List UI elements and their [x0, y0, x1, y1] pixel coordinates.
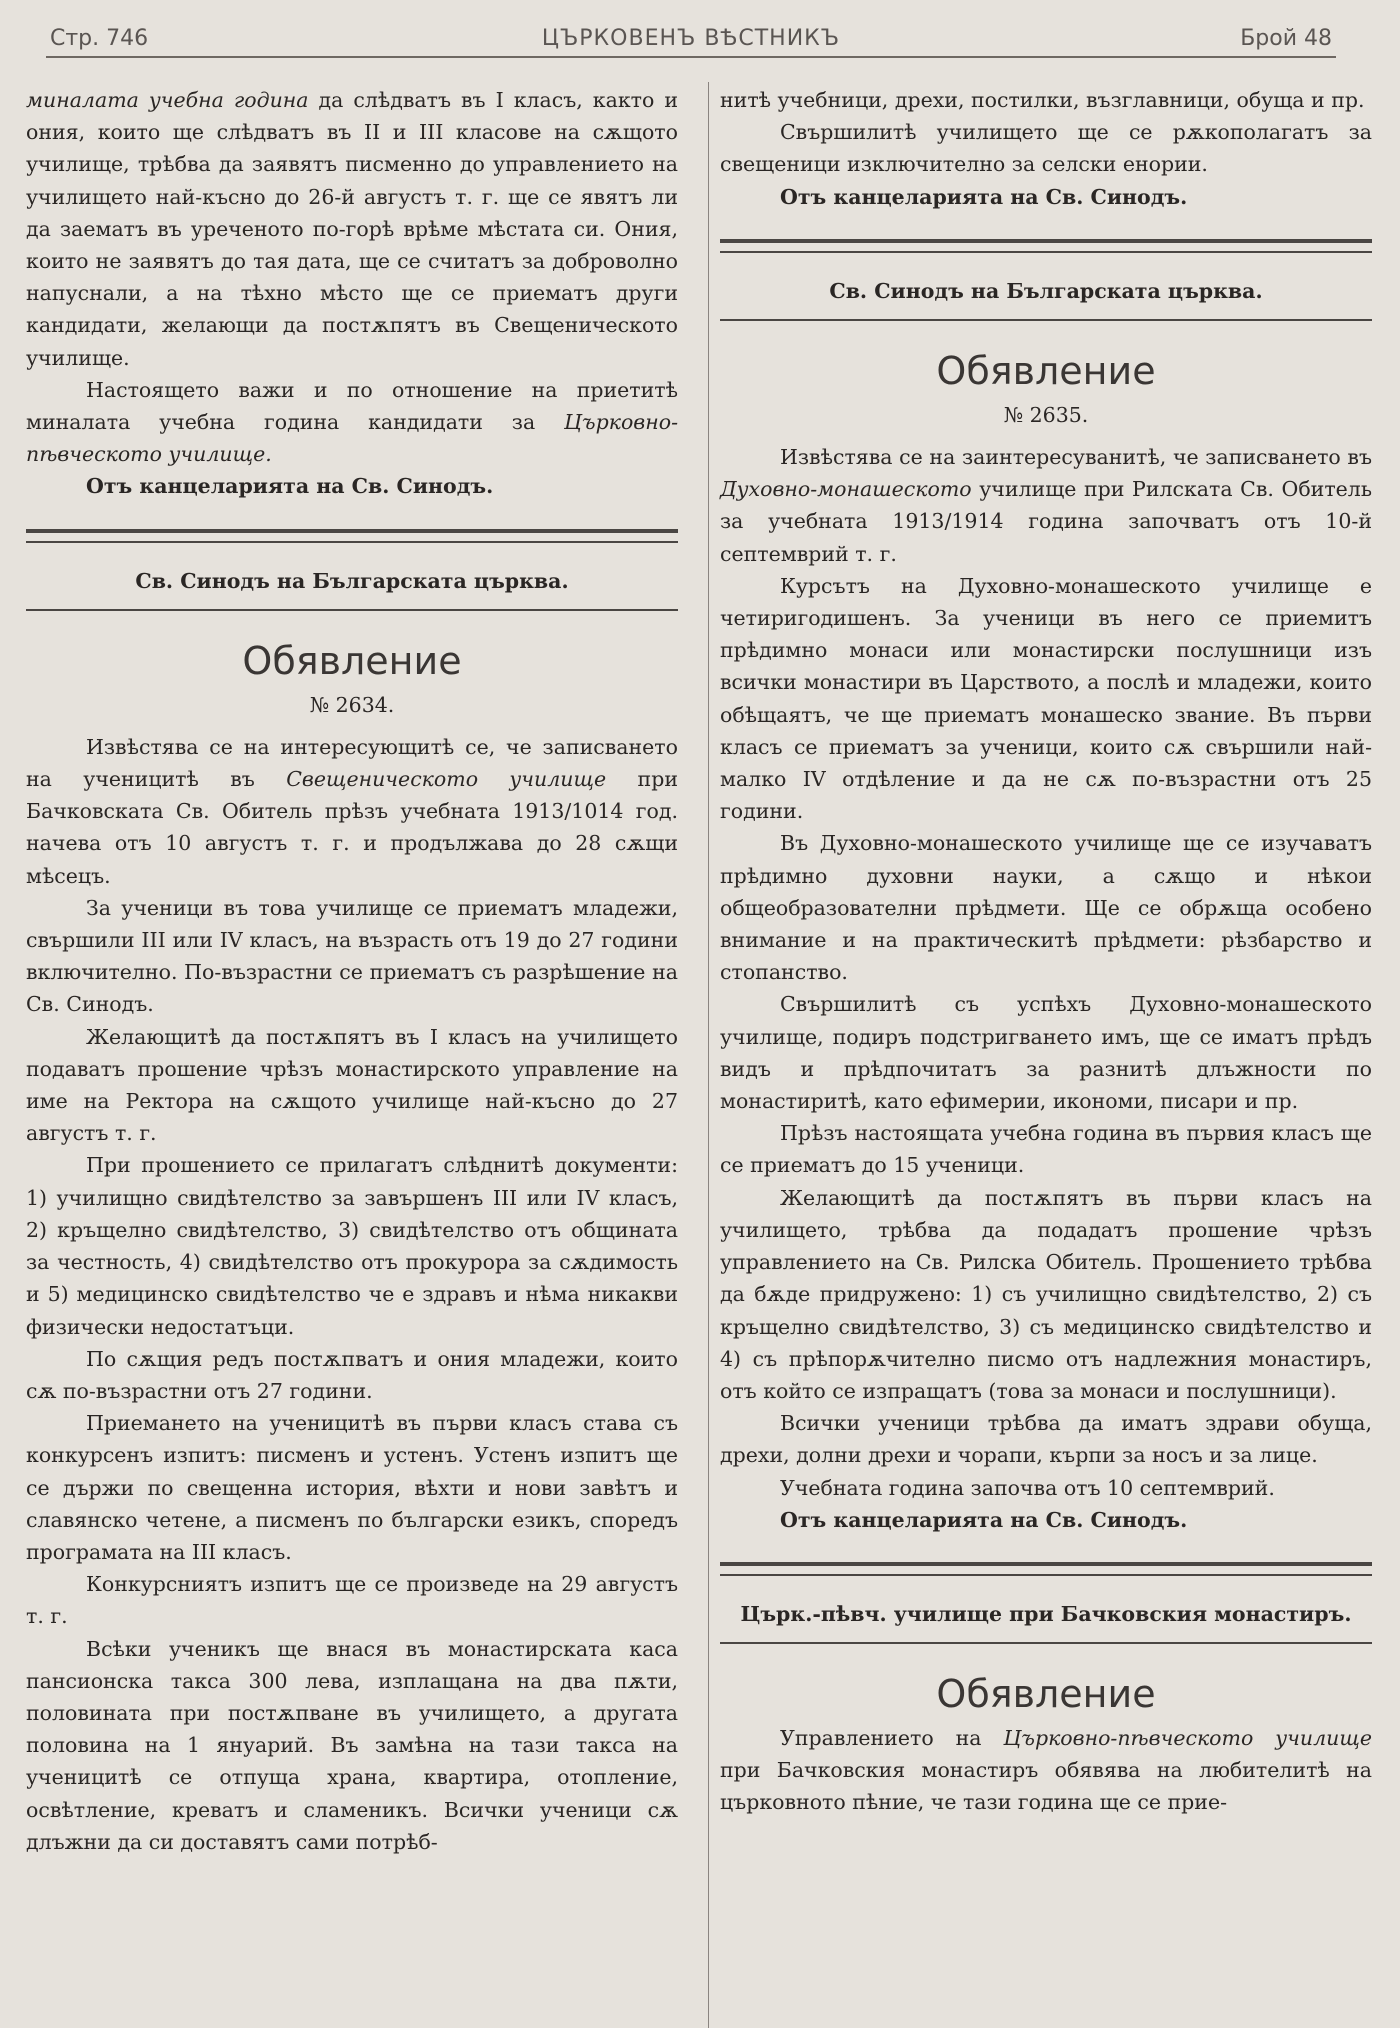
notice-number: № 2634. — [309, 692, 395, 717]
section-header: Св. Синодъ на Българската църква. — [829, 278, 1263, 303]
paragraph: Желающитѣ да постѫпятъ въ първи класъ на училището, трѣбва да подадатъ прошение чрѣзъ управлението на Св. Рилска Обитель. Прошението трѣбва да бѫде придружено: 1) съ училищно свидѣтелство, 2) съ кръщелно свидѣтелство, 3) съ медицинско свидѣтелство и 4) съ прѣпорѫчително писмо отъ надлежния монастиръ, отъ който се изпращатъ (това за монаси и послушници). — [720, 1185, 1372, 1403]
paragraph-text: при Бачковския монастиръ обявява на любителитѣ на църковното пѣние, че тази година ще се прие- — [720, 1758, 1372, 1815]
section-header: Св. Синодъ на Българската църква. — [135, 568, 569, 593]
paragraph-text: училище при Рилската Св. Обитель за учебната 1913/1914 година започватъ отъ 10-й септемврий т. г. — [720, 477, 1372, 566]
rule — [26, 609, 678, 611]
paragraph-text: при Бачковската Св. Обитель прѣзъ учебната 1913/1014 год. начева отъ 10 августъ т. г. и продължава до 28 сѫщи мѣсецъ. — [26, 767, 678, 888]
continued-paragraph — [26, 84, 678, 374]
italic-phrase: Свещеническото училище — [286, 767, 607, 792]
column-divider — [708, 82, 709, 2028]
rule — [720, 1642, 1372, 1644]
rule — [720, 319, 1372, 321]
newspaper-title: ЦЪРКОВЕНЪ ВѢСТНИКЪ — [541, 26, 841, 51]
left-column — [26, 84, 678, 1858]
double-rule-separator — [26, 529, 678, 543]
notice-number: № 2635. — [1003, 402, 1089, 427]
paragraph-text: Настоящето важи и по отношение на приетитѣ миналата учебна година кандидати за — [26, 377, 678, 435]
paragraph: Курсътъ на Духовно-монашеското училище е четиригодишенъ. За ученици въ него се приемитъ прѣдимно монаси или монастирски послушници изъ всички монастири въ Царството, а послѣ и младежи, които обѣщаятъ, че ще приематъ монашеско звание. Въ първи класъ се приематъ за ученици, които сѫ свършили най-малко IV отдѣление и да не сѫ по-възрастни отъ 25 години. — [720, 573, 1372, 824]
paragraph — [26, 731, 678, 892]
paragraph: При прошението се прилагатъ слѣднитѣ документи: 1) училищно свидѣтелство за завършенъ III или IV класъ, 2) кръщелно свидѣтелство, 3) свидѣтелство отъ общината за честность, 4) свидѣтелство отъ прокурора за сѫдимость и 5) медицинско свидѣтелство че е здравъ и нѣма никакви физически недостатъци. — [26, 1153, 678, 1339]
italic-phrase: Църковно-пѣвческото училище — [1003, 1725, 1372, 1750]
signature: Отъ канцеларията на Св. Синодъ. — [780, 1507, 1188, 1532]
notice-title: Обявление — [936, 1672, 1156, 1717]
continued-paragraph: нитѣ учебници, дрехи, постилки, възглавници, обуща и пр. — [720, 88, 1365, 112]
section-header: Църк.-пѣвч. училище при Бачковския монастиръ. — [740, 1601, 1352, 1626]
notice-title: Обявление — [242, 638, 462, 683]
paragraph: Свършилитѣ съ успѣхъ Духовно-монашеското училище, подиръ подстригването имъ, ще се иматъ прѣдъ видъ и прѣдпочитатъ за разнитѣ длъжности по монастиритѣ, като ефимерии, икономи, писари и пр. — [720, 992, 1372, 1114]
paragraph: Конкурсниятъ изпитъ ще се произведе на 29 августъ т. г. — [26, 1572, 678, 1629]
paragraph: Прѣзъ настоящата учебна година въ първия класъ ще се приематъ до 15 ученици. — [720, 1121, 1372, 1178]
italic-phrase: миналата учебна година — [26, 88, 309, 112]
paragraph: Всѣки ученикъ ще внася въ монастирската каса пансионска такса 300 лева, изплащана на два пѫти, половината при постѫпване въ училището, а другата половина на 1 януарий. Въ замѣна на тази такса на ученицитѣ се отпуща храна, квартира, отопление, освѣтление, креватъ и сламеникъ. Всички ученици сѫ длъжни да си доставятъ сами потрѣб- — [26, 1636, 678, 1854]
paragraph: Учебната година започва отъ 10 септемврий. — [780, 1475, 1275, 1500]
paragraph-text: да слѣдватъ въ I класъ, както и ония, които ще слѣдватъ въ II и III класове на сѫщото училище, трѣбва да заявятъ писменно до управлението на училището най-късно до 26-й августъ т. г. ще се явятъ ли да заематъ въ уреченото по-горѣ врѣме мѣстата си. Ония, които не заявятъ до тая дата, ще се считатъ за доброволно напуснали, а на тѣхно мѣсто ще се приематъ други кандидати, желающи да постѫпятъ въ Свещеническото училище. — [26, 88, 678, 370]
paragraph: Свършилитѣ училището ще се рѫкополагатъ за свещеници изключително за селски енории. — [720, 120, 1372, 177]
paragraph-text: Управлението на — [780, 1725, 1004, 1750]
paragraph: Всички ученици трѣбва да иматъ здрави обуща, дрехи, долни дрехи и чорапи, кърпи за носъ и за лице. — [720, 1411, 1372, 1468]
paragraph: Въ Духовно-монашеското училище ще се изучаватъ прѣдимно духовни науки, а сѫщо и нѣкои общеобразователни прѣдмети. Ще се обрѫща особено внимание и на практическитѣ прѣдмети: рѣзбарство и стопанство. — [720, 831, 1372, 985]
signature: Отъ канцеларията на Св. Синодъ. — [86, 474, 494, 499]
paragraph: За ученици въ това училище се приематъ младежи, свършили III или IV класъ, на възрасть отъ 19 до 27 години включително. По-възрастни се приематъ съ разрѣшение на Св. Синодъ. — [26, 895, 678, 1017]
paragraph-text: Извѣстява се на заинтересуванитѣ, че записването въ — [780, 445, 1372, 470]
paragraph: Желающитѣ да постѫпятъ въ I класъ на училището подаватъ прошение чрѣзъ монастирското управление на име на Ректора на сѫщото училище най-късно до 27 августъ т. г. — [26, 1024, 678, 1146]
paragraph — [720, 441, 1372, 570]
right-column — [720, 84, 1372, 1819]
paragraph-text: Извѣстява се на интересующитѣ се, че записването на ученицитѣ въ — [26, 734, 678, 792]
signature: Отъ канцеларията на Св. Синодъ. — [780, 184, 1188, 209]
page-number: Стр. 746 — [50, 26, 149, 51]
italic-phrase: Църковно-пѣвческото училище. — [26, 410, 678, 467]
double-rule-separator — [720, 239, 1372, 253]
issue-number: Брой 48 — [1240, 26, 1332, 51]
paragraph: По сѫщия редъ постѫпватъ и ония младежи, които сѫ по-възрастни отъ 27 години. — [26, 1346, 678, 1403]
italic-phrase: Духовно-монашеското — [720, 477, 972, 502]
paragraph — [720, 1722, 1372, 1819]
paragraph — [26, 374, 678, 471]
paragraph: Приемането на ученицитѣ въ първи класъ става съ конкурсенъ изпитъ: писменъ и устенъ. Устенъ изпитъ ще се държи по свещенна история, вѣхти и нови завѣтъ и славянско четене, а писменъ по български езикъ, споредъ програмата на III класъ. — [26, 1411, 678, 1564]
notice-title: Обявление — [936, 349, 1156, 394]
double-rule-separator — [720, 1562, 1372, 1576]
running-header — [46, 24, 1336, 58]
